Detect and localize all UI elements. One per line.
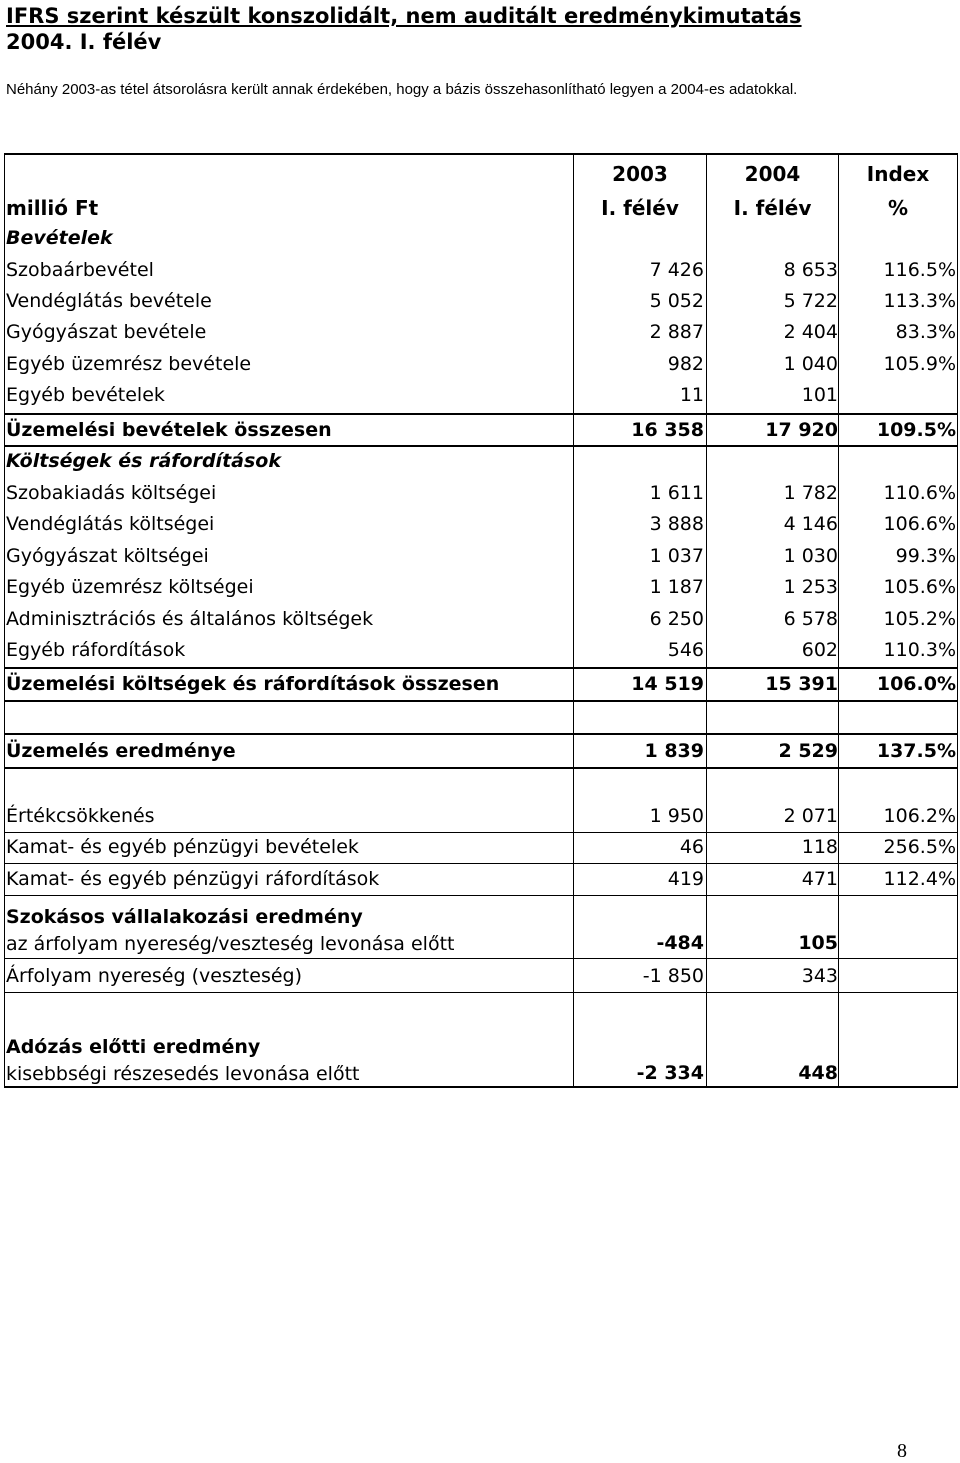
row-label: Szobakiadás költségei — [6, 482, 217, 504]
value-2003: 1 839 — [644, 740, 704, 762]
value-2004: 118 — [801, 836, 838, 858]
value-2004: 448 — [798, 1062, 838, 1084]
value-2003: 1 037 — [649, 545, 704, 567]
table-row — [4, 832, 958, 863]
value-2004: 1 030 — [783, 545, 838, 567]
table-row — [4, 478, 958, 509]
value-2003: 16 358 — [631, 419, 704, 441]
rule-below-operating-result — [4, 767, 958, 769]
row-label: Kamat- és egyéb pénzügyi bevételek — [6, 836, 359, 858]
row-label: Üzemelési bevételek összesen — [6, 419, 332, 441]
index-value: 137.5% — [876, 740, 956, 762]
table-row — [4, 961, 958, 992]
value-2004: 1 782 — [783, 482, 838, 504]
table-row — [4, 255, 958, 286]
index-value: 105.9% — [883, 353, 956, 375]
index-value: 105.6% — [883, 576, 956, 598]
row-rule — [4, 895, 958, 896]
value-2003: 1 187 — [649, 576, 704, 598]
value-2004: 15 391 — [765, 673, 838, 695]
value-2003: 982 — [667, 353, 704, 375]
row-label: Üzemelési költségek és ráfordítások összesen — [6, 673, 500, 695]
value-2004: 101 — [801, 384, 838, 406]
value-2003: 546 — [667, 639, 704, 661]
value-2003: 1 950 — [649, 805, 704, 827]
index-value: 109.5% — [876, 419, 956, 441]
value-2003: 14 519 — [631, 673, 704, 695]
row-label: Vendéglátás költségei — [6, 513, 215, 535]
row-label-secondary: az árfolyam nyereség/veszteség levonása előtt — [6, 933, 455, 955]
index-value: 83.3% — [895, 321, 956, 343]
reclassification-note: Néhány 2003-as tétel átsorolásra került annak érdekében, hogy a bázis összehasonlítható legyen a 2004-es adatokkal. — [6, 81, 798, 98]
table-row-total — [4, 669, 958, 700]
table-row — [4, 509, 958, 540]
table-row — [4, 317, 958, 348]
index-value: 110.6% — [883, 482, 956, 504]
table-row — [4, 541, 958, 572]
rule-below-cost-total — [4, 700, 958, 702]
row-label: Szokásos vállalakozási eredmény — [6, 906, 363, 928]
index-value: 112.4% — [883, 868, 956, 890]
table-row-total — [4, 415, 958, 446]
table-row — [4, 349, 958, 380]
row-label-secondary: kisebbségi részesedés levonása előtt — [6, 1063, 360, 1085]
row-label: Adminisztrációs és általános költségek — [6, 608, 374, 630]
value-2003: 11 — [679, 384, 704, 406]
value-2004: 6 578 — [783, 608, 838, 630]
row-rule — [4, 958, 958, 959]
table-row — [4, 286, 958, 317]
page-number: 8 — [897, 1440, 907, 1462]
index-value: 113.3% — [883, 290, 956, 312]
value-2003: 419 — [667, 868, 704, 890]
value-2003: -2 334 — [636, 1062, 704, 1084]
value-2004: 1 253 — [783, 576, 838, 598]
row-label: Árfolyam nyereség (veszteség) — [6, 965, 303, 987]
table-row — [4, 801, 958, 832]
value-2004: 602 — [801, 639, 838, 661]
index-value: 256.5% — [883, 836, 956, 858]
col-2003-year: 2003 — [612, 162, 668, 186]
row-label: Adózás előtti eredmény — [6, 1036, 261, 1058]
index-value: 106.0% — [876, 673, 956, 695]
table-row-pretax-result — [4, 1034, 958, 1088]
unit-label: millió Ft — [6, 196, 99, 220]
document-subtitle: 2004. I. félév — [6, 30, 162, 54]
table-row — [4, 604, 958, 635]
value-2004: 2 404 — [783, 321, 838, 343]
table-row — [4, 380, 958, 411]
row-label: Vendéglátás bevétele — [6, 290, 212, 312]
table-row — [4, 864, 958, 895]
value-2003: -1 850 — [642, 965, 704, 987]
index-value: 99.3% — [895, 545, 956, 567]
rule-above-operating-result — [4, 733, 958, 735]
table-row — [4, 572, 958, 603]
section-title: Költségek és ráfordítások — [6, 450, 281, 472]
row-label: Egyéb üzemrész bevétele — [6, 353, 252, 375]
value-2004: 1 040 — [783, 353, 838, 375]
section-heading-revenue — [4, 223, 958, 254]
col-2004-year: 2004 — [744, 162, 801, 186]
value-2004: 17 920 — [765, 419, 838, 441]
value-2003: 2 887 — [649, 321, 704, 343]
value-2004: 4 146 — [783, 513, 838, 535]
value-2003: 3 888 — [649, 513, 704, 535]
row-label: Gyógyászat költségei — [6, 545, 209, 567]
value-2004: 2 071 — [783, 805, 838, 827]
value-2003: 5 052 — [649, 290, 704, 312]
row-label: Egyéb üzemrész költségei — [6, 576, 254, 598]
index-value: 106.2% — [883, 805, 956, 827]
table-row — [4, 635, 958, 666]
row-label: Üzemelés eredménye — [6, 740, 236, 762]
section-title: Bevételek — [6, 227, 113, 249]
value-2004: 8 653 — [783, 259, 838, 281]
document-title: IFRS szerint készült konszolidált, nem auditált eredménykimutatás — [6, 4, 802, 28]
row-label: Értékcsökkenés — [6, 805, 155, 827]
col-index-title: Index — [866, 162, 930, 186]
row-label: Egyéb ráfordítások — [6, 639, 186, 661]
value-2003: 6 250 — [649, 608, 704, 630]
row-rule — [4, 992, 958, 993]
col-2004-period: I. félév — [733, 196, 812, 220]
value-2004: 105 — [798, 932, 838, 954]
value-2003: 46 — [679, 836, 704, 858]
row-label: Gyógyászat bevétele — [6, 321, 207, 343]
table-row-ordinary-result — [4, 904, 958, 958]
col-2003-period: I. félév — [601, 196, 679, 220]
index-value: 105.2% — [883, 608, 956, 630]
row-label: Kamat- és egyéb pénzügyi ráfordítások — [6, 868, 380, 890]
index-value: 106.6% — [883, 513, 956, 535]
value-2003: 1 611 — [649, 482, 704, 504]
value-2004: 2 529 — [778, 740, 838, 762]
value-2004: 5 722 — [783, 290, 838, 312]
value-2004: 471 — [801, 868, 838, 890]
table-row-operating-result — [4, 736, 958, 767]
col-index-unit: % — [887, 196, 909, 220]
row-label: Szobaárbevétel — [6, 259, 154, 281]
index-value: 110.3% — [883, 639, 956, 661]
index-value: 116.5% — [883, 259, 956, 281]
value-2003: -484 — [656, 932, 704, 954]
row-label: Egyéb bevételek — [6, 384, 165, 406]
value-2004: 343 — [801, 965, 838, 987]
value-2003: 7 426 — [649, 259, 704, 281]
section-heading-costs — [4, 446, 958, 477]
